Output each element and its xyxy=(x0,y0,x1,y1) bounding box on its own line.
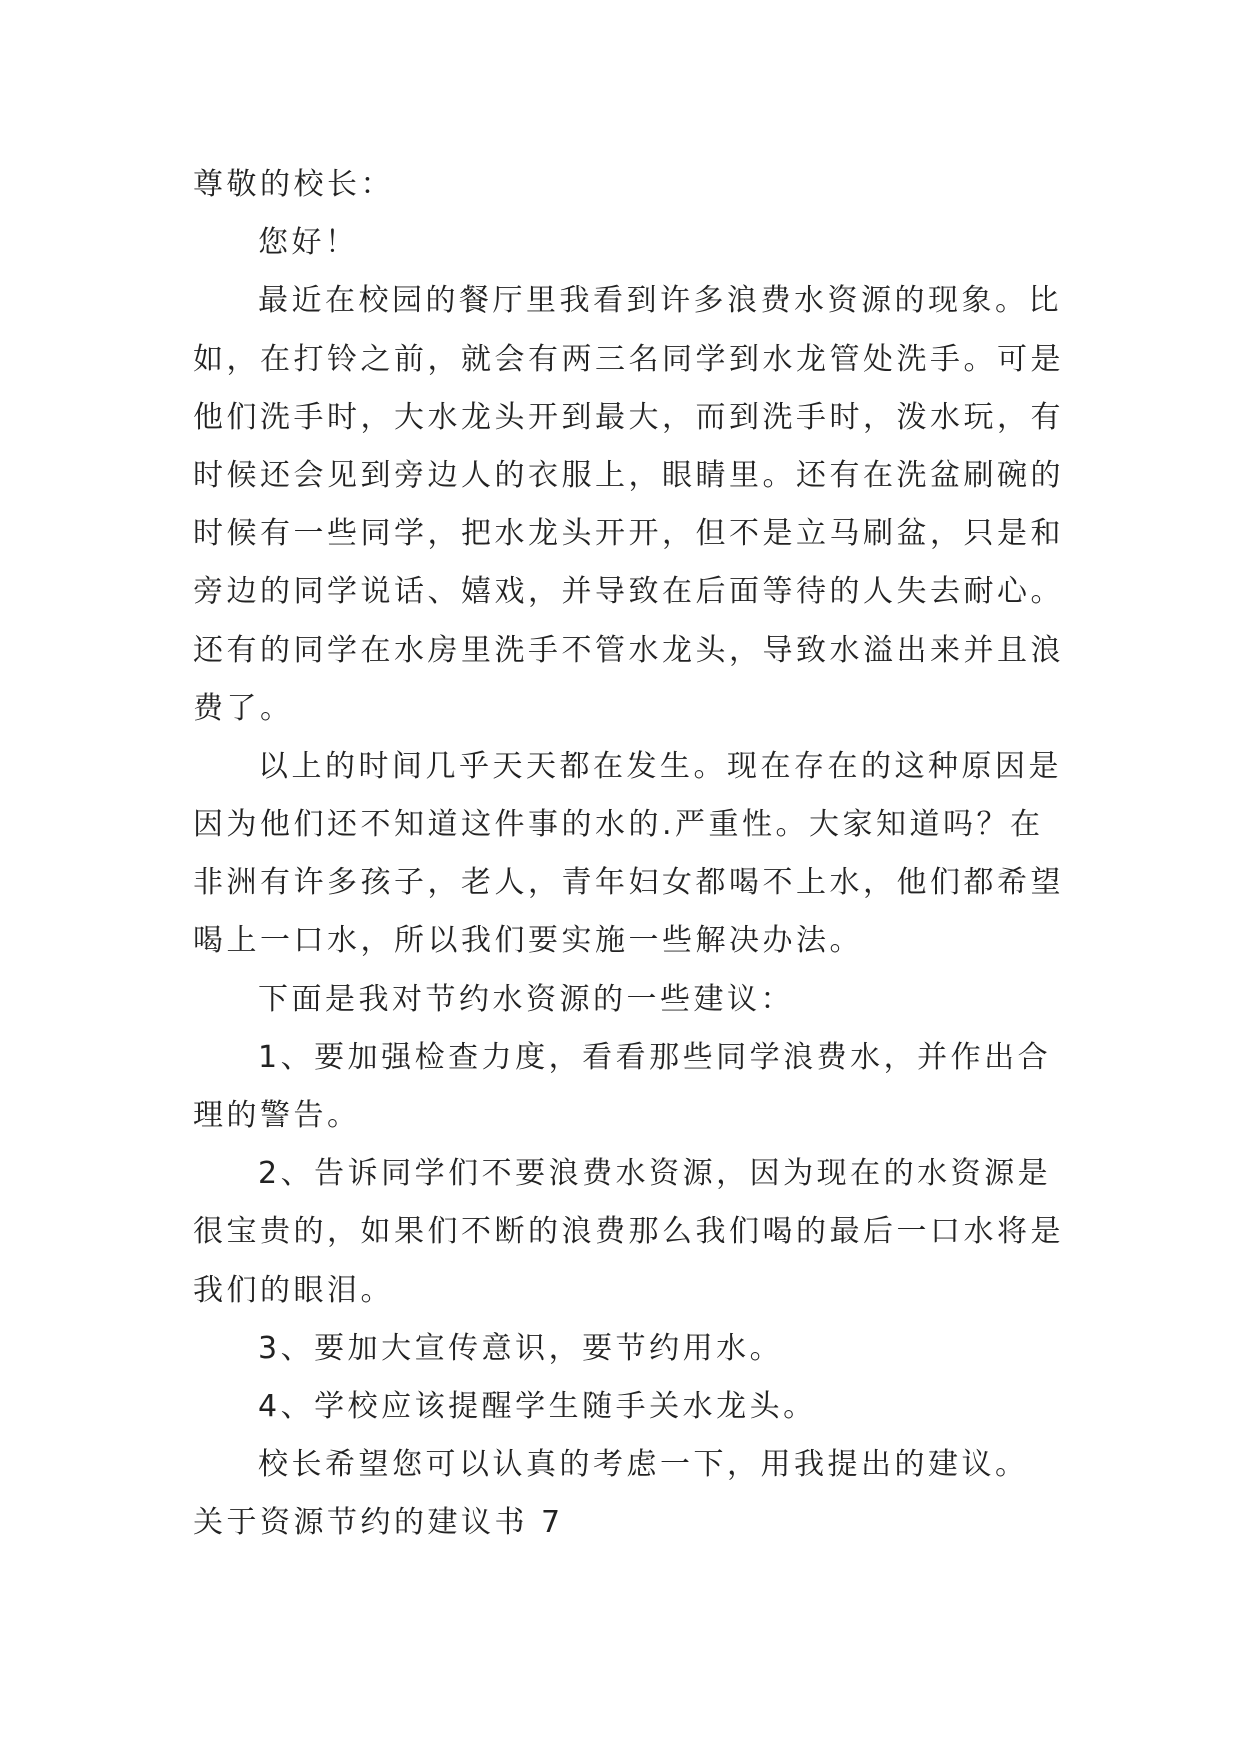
paragraph-line: 旁边的同学说话、嬉戏，并导致在后面等待的人失去耐心。 xyxy=(193,574,1064,610)
suggestion-item: 很宝贵的，如果们不断的浪费那么我们喝的最后一口水将是 xyxy=(193,1214,1064,1250)
salutation: 尊敬的校长： xyxy=(193,167,394,202)
paragraph-line: 下面是我对节约水资源的一些建议： xyxy=(258,981,794,1017)
section-heading: 关于资源节约的建议书 7 xyxy=(193,1505,564,1541)
suggestion-item: 3、要加大宣传意识，要节约用水。 xyxy=(258,1330,784,1366)
paragraph-line: 如，在打铃之前，就会有两三名同学到水龙管处洗手。可是 xyxy=(193,341,1064,377)
paragraph-line: 时候还会见到旁边人的衣服上，眼睛里。还有在洗盆刷碗的 xyxy=(193,457,1064,493)
paragraph-line: 还有的同学在水房里洗手不管水龙头，导致水溢出来并且浪 xyxy=(193,632,1064,668)
suggestion-item: 我们的眼泪。 xyxy=(193,1272,394,1308)
greeting: 您好！ xyxy=(258,225,359,261)
paragraph-line: 最近在校园的餐厅里我看到许多浪费水资源的现象。比 xyxy=(258,283,1062,319)
paragraph-line: 以上的时间几乎天天都在发生。现在存在的这种原因是 xyxy=(258,748,1062,784)
paragraph-line: 因为他们还不知道这件事的水的.严重性。大家知道吗？在 xyxy=(193,807,1044,843)
paragraph-line: 时候有一些同学，把水龙头开开，但不是立马刷盆，只是和 xyxy=(193,516,1064,552)
letter-body xyxy=(193,156,1083,1553)
paragraph-line: 喝上一口水，所以我们要实施一些解决办法。 xyxy=(193,923,863,959)
paragraph-line: 费了。 xyxy=(193,690,294,726)
paragraph-line: 他们洗手时，大水龙头开到最大，而到洗手时，泼水玩，有 xyxy=(193,399,1064,435)
suggestion-item: 2、告诉同学们不要浪费水资源，因为现在的水资源是 xyxy=(258,1156,1052,1192)
suggestion-item: 理的警告。 xyxy=(193,1098,361,1133)
suggestion-item: 1、要加强检查力度，看看那些同学浪费水，并作出合 xyxy=(258,1039,1052,1075)
suggestion-item: 4、学校应该提醒学生随手关水龙头。 xyxy=(258,1388,817,1424)
paragraph-line: 非洲有许多孩子，老人，青年妇女都喝不上水，他们都希望 xyxy=(193,865,1064,901)
closing-line: 校长希望您可以认真的考虑一下，用我提出的建议。 xyxy=(258,1447,1029,1483)
